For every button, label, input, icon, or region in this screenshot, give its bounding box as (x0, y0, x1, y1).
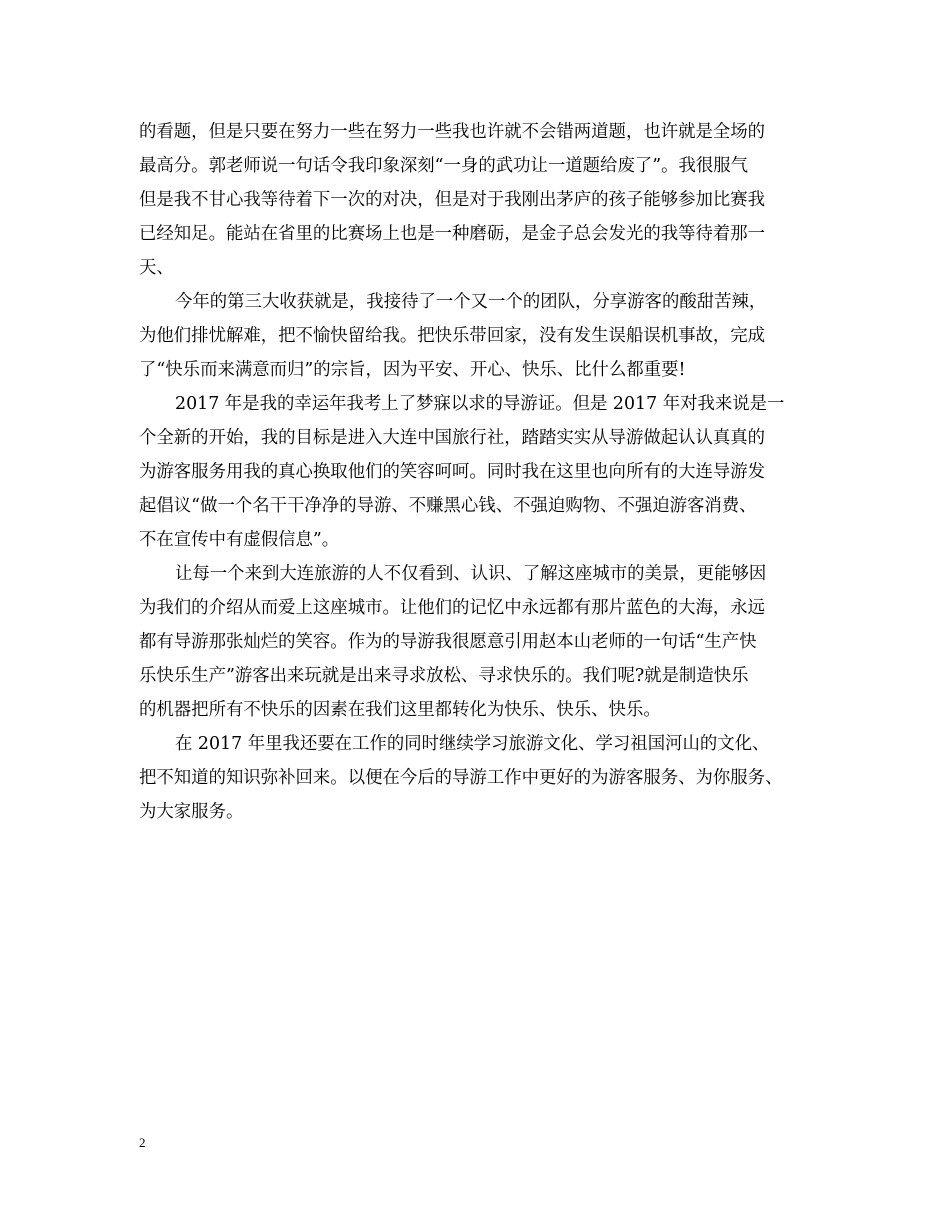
body-text (139, 115, 829, 829)
text-line: 的机器把所有不快乐的因素在我们这里都转化为快乐、快乐、快乐。 (139, 700, 661, 720)
text-line: 在 2017 年里我还要在工作的同时继续学习旅游文化、学习祖国河山的文化、 (175, 734, 770, 754)
text-line: 为游客服务用我的真心换取他们的笑容呵呵。同时我在这里也向所有的大连导游发 (139, 462, 766, 482)
text-line: 今年的第三大收获就是，我接待了一个又一个的团队，分享游客的酸甜苦辣， (175, 292, 767, 312)
text-line: 了“快乐而来满意而归”的宗旨，因为平安、开心、快乐、比什么都重要! (139, 360, 686, 380)
text-line: 把不知道的知识弥补回来。以便在今后的导游工作中更好的为游客服务、为你服务、 (139, 768, 783, 788)
text-line: 2017 年是我的幸运年我考上了梦寐以求的导游证。但是 2017 年对我来说是一 (175, 394, 785, 414)
text-line: 天、 (139, 258, 174, 278)
text-line: 的看题，但是只要在努力一些在努力一些我也许就不会错两道题，也许就是全场的 (139, 122, 766, 142)
text-line: 为大家服务。 (139, 802, 244, 822)
text-line: 已经知足。能站在省里的比赛场上也是一种磨砺，是金子总会发光的我等待着那一 (139, 224, 766, 244)
text-line: 为他们排忧解难，把不愉快留给我。把快乐带回家，没有发生误船误机事故，完成 (139, 326, 766, 346)
page-number: 2 (139, 1135, 146, 1150)
text-line: 最高分。郭老师说一句话令我印象深刻“一身的武功让一道题给废了”。我很服气 (139, 156, 749, 176)
text-line: 乐快乐生产”游客出来玩就是出来寻求放松、寻求快乐的。我们呢?就是制造快乐 (139, 666, 749, 686)
text-line: 为我们的介绍从而爱上这座城市。让他们的记忆中永远都有那片蓝色的大海，永远 (139, 598, 766, 618)
text-line: 个全新的开始，我的目标是进入大连中国旅行社，踏踏实实从导游做起认认真真的 (139, 428, 766, 448)
text-line: 但是我不甘心我等待着下一次的对决，但是对于我刚出茅庐的孩子能够参加比赛我 (139, 190, 766, 210)
text-line: 不在宣传中有虚假信息”。 (139, 530, 340, 550)
text-line: 起倡议“做一个名干干净净的导游、不赚黑心钱、不强迫购物、不强迫游客消费、 (139, 496, 757, 516)
text-line: 都有导游那张灿烂的笑容。作为的导游我很愿意引用赵本山老师的一句话“生产快 (139, 632, 757, 652)
text-line: 让每一个来到大连旅游的人不仅看到、认识、了解这座城市的美景，更能够因 (175, 564, 767, 584)
